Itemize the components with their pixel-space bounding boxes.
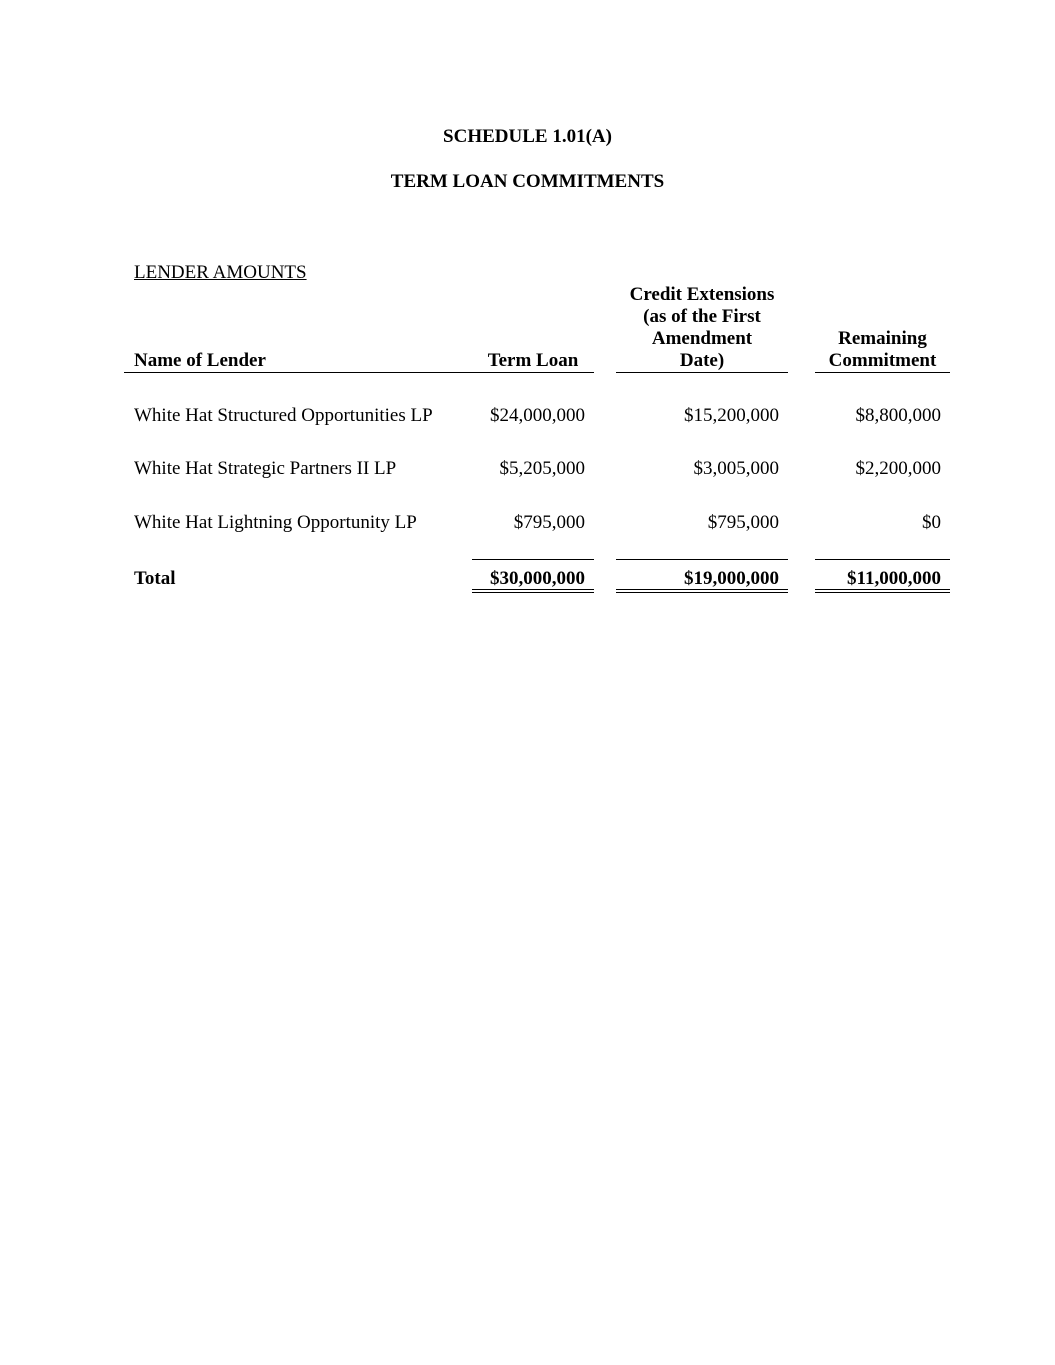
row-lender-name: White Hat Strategic Partners II LP bbox=[134, 458, 397, 479]
row-credit-ext: $15,200,000 bbox=[684, 405, 779, 426]
subtotal-rule-term bbox=[472, 559, 594, 560]
row-lender-name: White Hat Structured Opportunities LP bbox=[134, 405, 433, 426]
header-rule-credit bbox=[616, 372, 788, 373]
header-credit-ext-line: (as of the First bbox=[643, 306, 761, 327]
header-remaining-line: Commitment bbox=[828, 350, 937, 371]
header-credit-ext-line: Credit Extensions bbox=[629, 284, 775, 305]
row-credit-ext: $795,000 bbox=[707, 512, 779, 533]
header-rule-name-term bbox=[124, 372, 594, 373]
header-remaining-line: Remaining bbox=[838, 328, 927, 349]
total-credit-ext: $19,000,000 bbox=[684, 568, 779, 589]
subtotal-rule-credit bbox=[616, 559, 788, 560]
header-name-of-lender: Name of Lender bbox=[134, 350, 266, 371]
total-double-rule-term bbox=[472, 589, 594, 593]
header-rule-remaining bbox=[815, 372, 950, 373]
section-title: TERM LOAN COMMITMENTS bbox=[390, 171, 665, 192]
header-credit-ext-line: Date) bbox=[679, 350, 725, 371]
total-double-rule-credit bbox=[616, 589, 788, 593]
total-label: Total bbox=[134, 568, 176, 589]
lender-amounts-heading: LENDER AMOUNTS bbox=[134, 262, 307, 283]
row-remaining: $2,200,000 bbox=[855, 458, 941, 479]
row-remaining: $8,800,000 bbox=[855, 405, 941, 426]
header-term-loan: Term Loan bbox=[487, 350, 579, 371]
header-credit-ext-line: Amendment bbox=[651, 328, 753, 349]
row-term-loan: $5,205,000 bbox=[499, 458, 585, 479]
total-double-rule-remaining bbox=[815, 589, 950, 593]
row-remaining: $0 bbox=[922, 512, 941, 533]
header-remaining-commitment bbox=[815, 328, 950, 372]
subtotal-rule-remaining bbox=[815, 559, 950, 560]
schedule-title: SCHEDULE 1.01(A) bbox=[443, 126, 612, 147]
total-remaining: $11,000,000 bbox=[847, 568, 941, 589]
row-term-loan: $795,000 bbox=[513, 512, 585, 533]
row-lender-name: White Hat Lightning Opportunity LP bbox=[134, 512, 417, 533]
header-credit-extensions bbox=[616, 284, 788, 372]
row-term-loan: $24,000,000 bbox=[490, 405, 585, 426]
total-term-loan: $30,000,000 bbox=[490, 568, 585, 589]
row-credit-ext: $3,005,000 bbox=[693, 458, 779, 479]
